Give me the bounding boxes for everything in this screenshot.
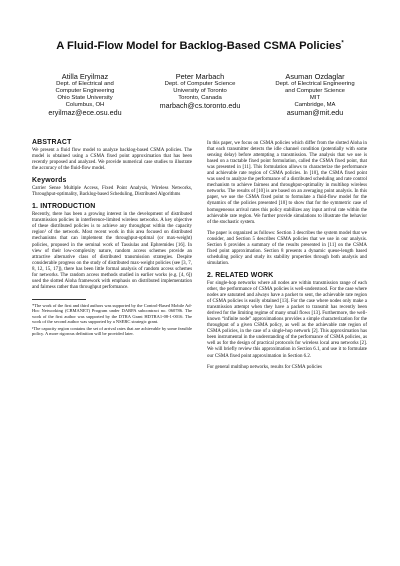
author-email: marbach@cs.toronto.edu xyxy=(159,101,241,111)
footnote-funding: *The work of the first and third authors was supported by the Control-Based Mobile Ad-Hoc Networking (CBMANET) Program under DARPA subcontract no. 060786. The work of the first author was supported by the DTRA Grant HDTRA1-08-1-0016. The work of the second author was supported by a NSERC strategic grant. xyxy=(32,302,192,325)
author-block xyxy=(28,72,372,118)
author-3 xyxy=(258,72,372,118)
author-2 xyxy=(143,72,257,118)
author-email: asuman@mit.edu xyxy=(286,108,344,118)
author-institution: MIT xyxy=(309,95,321,102)
author-1 xyxy=(28,72,142,118)
left-column xyxy=(32,139,192,338)
organization-paragraph: The paper is organized as follows: Section 3 describes the system model that we consider, and Section 5 describes CSMA policies that we use in our analysis. Section 6 provides a summary of the results presented in [11] on the CSMA fixed point approximation. Section 8 presents a dynamic queue-length based scheduling policy and study its stability properties through both analysis and simulation. xyxy=(207,230,367,266)
author-city: Cambridge, MA xyxy=(294,102,336,109)
author-dept-2: University of Toronto xyxy=(173,88,227,95)
author-dept: Dept. of Computer Science xyxy=(164,81,236,87)
right-column xyxy=(207,141,367,371)
author-name: Peter Marbach xyxy=(175,72,225,81)
author-dept: Dept. of Electrical and xyxy=(56,81,114,87)
abstract-heading: ABSTRACT xyxy=(32,139,72,146)
author-institution: Ohio State University xyxy=(57,95,113,102)
related-work-heading: 2. RELATED WORK xyxy=(207,271,274,279)
footnote-divider xyxy=(32,299,86,300)
author-name: Asuman Ozdaglar xyxy=(285,72,345,81)
author-dept: Dept. of Electrical Engineering xyxy=(275,81,355,87)
abstract-text: We present a fluid flow model to analyze backlog-based CSMA policies. The model is obtained using a CSMA fixed point approximation that has been recently proposed and analyzed. We provide numerical case studies to illustrate the accuracy of the fluid-flow model. xyxy=(32,148,192,172)
related-work-multihop-text: For general multihop networks, results for CSMA policies xyxy=(207,364,322,370)
keywords-section xyxy=(32,177,192,198)
footnote-capacity-region: ¹The capacity region contains the set of arrival rates that are achievable by some feasible policy. A more rigorous definition will be provided later. xyxy=(32,325,192,337)
author-name: Atilla Eryilmaz xyxy=(61,72,109,81)
introduction-text: Recently, there has been a growing interest in the development of distributed transmission policies in interference-limited wireless networks. A key objective of these distributed policies is to achieve any throughput within the capacity region¹ of the network. Most recent work in this area focused on distributed mechanisms that can implement the throughput-optimal (or max-weight) policies, proposed in the seminal work of Tassiulas and Ephremides [16]. In view of their low-complexity nature, random access schemes provide an attractive alternative class of distributed transmission strategies. Despite considerable progress on the study of distributed max-weight policies (see [3, 7, 8, 12, 15, 17]), there has been little formal analysis of random access schemes for networks. The random access methods studied in earlier works (e.g. [4, 6]) used the slotted Aloha framework with emphasis on distributed implementation and fairness rather than throughput performance. xyxy=(32,212,192,290)
author-dept-2: and Computer Science xyxy=(285,88,345,95)
title-footnote-marker: * xyxy=(341,40,344,47)
introduction-heading: 1. INTRODUCTION xyxy=(32,203,96,211)
intro-continued-paragraph: In this paper, we focus on CSMA policies which differ from the slotted Aloha in that each transmitter detects the idle channel condition (potentially with some sensing delay) before attempting a transmission. The analysis that we use is based on a tractable fixed point formulation, called the CSMA fixed point, that was presented in [11]. This formulation allows to characterize the performance and achievable rate region of CSMA policies. In [10], the CSMA fixed point was used to analyze the performance of a distributed scheduling and rate control mechanism to achieve fairness and throughput-optimality in multihop wireless networks. The results of [10] is are based on an averaging point analysis. In this paper, we use the CSMA fixed point to formulate a fluid-flow model for the dynamics of the policies presented [10] to show that for the symmetric case of homogeneous arrival rates this policy stabilizes any input arrival rate within the achievable rate region. We further provide simulations to illustrate the behavior of the stochastic system. xyxy=(207,141,367,225)
paper-title xyxy=(0,40,400,52)
author-city: Columbus, OH xyxy=(65,102,105,109)
author-dept-2: Computer Engineering xyxy=(55,88,115,95)
related-work-text: For single-hop networks where all nodes are within transmission range of each other, the performance of CSMA policies is well-understood. For the case where nodes are saturated and always have a packet to sent, the achievable rate region of CSMA policies is easily obtained [13]. For the case where nodes only make a transmission attempt when they have a packet to transmit has recently been derived for the limiting regime of many small flows [13]. Furthermore, the well-known “infinite node” approximations provides a simple characterization for the throughput of a given CSMA policy, as well as the achievable rate region of CSMA policies, in the case of a single-hop network [2]. This approximation has been instrumental in the understanding of the performance of CSMA policies, as well as for the design of practical protocols for wireless local area networks [2]. We will briefly review this approximation in Section 6.1, and use it to formulate our CSMA fixed point approximation in Section 6.2. xyxy=(207,280,367,359)
keywords-heading: Keywords xyxy=(32,177,67,185)
title-text: A Fluid-Flow Model for Backlog-Based CSMA Policies xyxy=(56,40,342,52)
keywords-text: Carrier Sense Multiple Access, Fixed Point Analysis, Wireless Networks, Throughput-optimality, Backlog-based Scheduling, Distributed Algorithms xyxy=(32,186,192,198)
author-institution: Toronto, Canada xyxy=(178,95,222,102)
author-email: eryilmaz@ece.osu.edu xyxy=(48,108,122,118)
